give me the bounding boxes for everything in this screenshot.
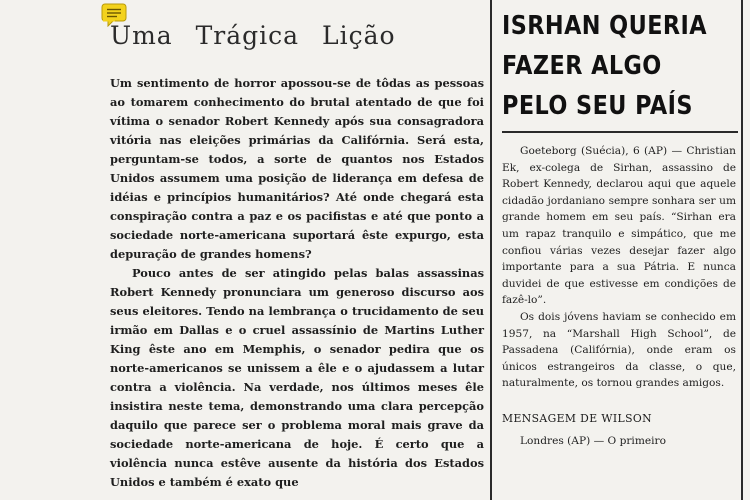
left-article	[110, 8, 484, 492]
right-headline-line-3: PELO SEU PAÍS	[502, 91, 693, 121]
left-paragraph-1: Um sentimento de horror apossou-se de tôdas as pessoas ao tomarem conhecimento do brutal atentado de que foi vítima o senador Robert Kennedy após sua consagradora vitória nas eleições primárias da Califórnia. Será esta, perguntam-se todos, a sorte de quantos nos Estados Unidos assumem uma posição de liderança em defesa de idéias e princípios humanitários? Até onde chegará esta conspiração contra a paz e os pacifistas e até que ponto a sociedade norte-americana suportará êste expurgo, esta depuração de grandes homens?	[110, 76, 484, 261]
left-paragraph-2: Pouco antes de ser atingido pelas balas assassinas Robert Kennedy pronunciara um generoso discurso aos seus eleitores. Tendo na lembrança o trucidamento de seu irmão em Dallas e o cruel assassínio de Martins Luther King êste ano em Memphis, o senador pedira que os norte-americanos se unissem a êle e o ajudassem a lutar contra a violência. Na verdade, nos últimos meses êle insistira neste tema, demonstrando uma clara percepção daquilo que parece ser o problema moral mais grave da sociedade norte-americana de hoje. É certo que a violência nunca estêve ausente da história dos Estados Unidos e também é exato que	[110, 266, 484, 489]
right-subhead: MENSAGEM DE WILSON	[502, 411, 652, 425]
right-article	[502, 6, 736, 450]
right-headline-line-2: FAZER ALGO	[502, 51, 662, 81]
right-paragraph-2: Os dois jóvens haviam se conhecido em 1957, na “Marshall High School”, de Passadena (Califórnia), onde eram os únicos estrangeiros da classe, o que, naturalmente, os tornou grandes amigos.	[502, 310, 736, 390]
right-headline	[502, 6, 708, 126]
right-paragraph-3: Londres (AP) — O primeiro	[520, 434, 666, 447]
left-headline: Uma Trágica Lição	[110, 21, 396, 50]
column-rule-right	[741, 0, 743, 500]
right-headline-line-1: ISRHAN QUERIA	[502, 11, 708, 41]
column-rule-left	[490, 0, 492, 500]
right-paragraph-1: Goeteborg (Suécia), 6 (AP) — Christian Ek, ex-colega de Sirhan, assassino de Robert Kennedy, declarou aqui que aquele cidadão jordaniano sempre sonhara ser um grande homem em seu país. “Sirhan era um rapaz tranquilo e simpático, que me confiou várias vezes desejar fazer algo importante para a sua Pátria. E nunca duvidei de que estivesse em condições de fazê-lo”.	[502, 145, 736, 307]
